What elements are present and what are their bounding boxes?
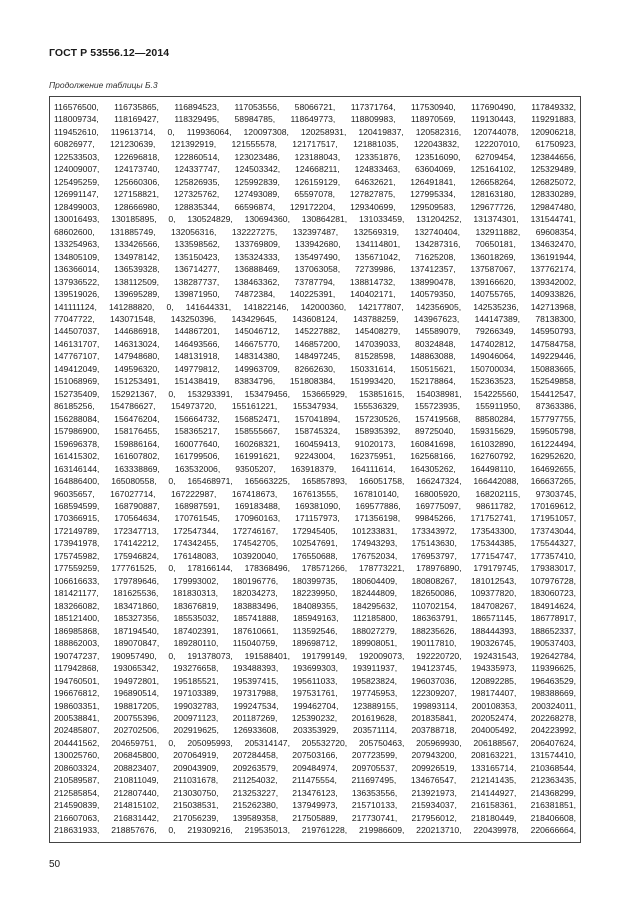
page-number: 50 bbox=[49, 859, 61, 870]
table-line: 196676812, 196890514, 197103389, 197317988, 197531761, 197745953, 122309207, 198174407, 198388669, bbox=[54, 688, 576, 699]
table-line: 208603324, 208823407, 209043909, 209263579, 209484974, 209705537, 209926519, 133165714, 210368544, bbox=[54, 762, 576, 773]
table-line: 60826977, 121230639, 121392919, 121555578, 121717517, 121881035, 122043832, 122207010, 61750923, bbox=[54, 139, 576, 150]
table-line: 156288084, 156476204, 156664732, 156852471, 157041894, 157230526, 157419568, 88580284, 157797755, bbox=[54, 413, 576, 424]
table-line: 118009734, 118169427, 118329495, 58984785, 118649773, 118809983, 118970569, 119130443, 119291883, bbox=[54, 114, 576, 125]
table-line: 117942868, 193065342, 193276658, 193488393, 193699303, 193911937, 194123745, 194335973, 119396625, bbox=[54, 663, 576, 674]
table-line: 218631933, 218857676, 0, 219309216, 219535013, 219761228, 219986609, 220213710, 220439978, 220666664, bbox=[54, 825, 576, 836]
table-line: 172149789, 172347713, 172547344, 172746167, 172945405, 101233831, 173343972, 173543300, 173743044, bbox=[54, 525, 576, 536]
table-line: 128499003, 128666980, 128835344, 66596874, 129172204, 129340699, 129509583, 129677726, 129847480, bbox=[54, 201, 576, 212]
table-line: 141111124, 141288820, 0, 141644331, 141822146, 142000360, 142177807, 142356905, 142535236, 142713968, bbox=[54, 301, 576, 312]
table-line: 168594599, 168790887, 168987591, 169183488, 169381090, 169577886, 169775097, 98611782, 170169612, bbox=[54, 501, 576, 511]
table-continuation-label: Продолжение таблицы Б.3 bbox=[49, 80, 158, 90]
table-line: 216607063, 216831442, 217056239, 139589358, 217505889, 217730741, 217956012, 218180449, 218406608, bbox=[54, 812, 576, 823]
table-line: 186985868, 187194540, 187402391, 187610661, 113592546, 188027279, 188235626, 188444393, 188652337, bbox=[54, 625, 576, 636]
table-line: 137936522, 138112509, 138287737, 138463362, 73787794, 138814732, 138990478, 139166620, 139342002, bbox=[54, 276, 576, 287]
table-line: 77047722, 143071548, 143250396, 143429645, 143608124, 143788259, 143967623, 144147389, 78138300, bbox=[54, 313, 576, 324]
table-line: 149412049, 149596320, 149779812, 149963709, 82662630, 150331614, 150515621, 150700034, 150883665, bbox=[54, 363, 576, 374]
table-line: 163146144, 163338869, 163532006, 93505207, 163918379, 164111614, 164305262, 164498110, 164692655, bbox=[54, 463, 576, 474]
table-line: 122533503, 122696818, 122860514, 123023486, 123188043, 123351876, 123516090, 62709454, 123844656, bbox=[54, 151, 576, 162]
table-line: 194760501, 194972801, 195185521, 195397415, 195611033, 195823824, 196037036, 120892285, 196463529, bbox=[54, 675, 576, 686]
table-line: 136366014, 136539328, 136714277, 136888469, 137063058, 72739986, 137412357, 137587067, 137762174, bbox=[54, 264, 576, 275]
table-line: 173941978, 174142212, 174342455, 174542705, 102547691, 174943293, 175143630, 175344385, 175544327, bbox=[54, 538, 576, 549]
table-line: 175745982, 175946824, 176148083, 103920040, 176550688, 176752034, 176953797, 177154747, 177357410, bbox=[54, 550, 576, 561]
table-line: 200538841, 200755396, 200971123, 201187269, 125390232, 201619628, 201835841, 202052474, 202268278, bbox=[54, 712, 576, 723]
table-line: 181421177, 181625536, 181830313, 182034273, 182239950, 182444809, 182650086, 109377820, 183060723, bbox=[54, 588, 576, 599]
table-line: 152735409, 152921367, 0, 153293391, 153479456, 153665929, 153851615, 154038981, 154225560, 154412547, bbox=[54, 388, 576, 399]
table-line: 106616633, 179789646, 179993002, 180196776, 180399735, 180604409, 180808267, 181012543, 107976728, bbox=[54, 575, 576, 586]
table-number-text bbox=[54, 101, 576, 837]
table-line: 125495259, 125660306, 125826935, 125992839, 126159129, 64632621, 126491841, 126658264, 126825072, bbox=[54, 176, 576, 187]
data-table-cell bbox=[49, 96, 581, 843]
table-line: 151068969, 151253491, 151438419, 83834796, 151808384, 151993420, 152178864, 152363523, 152549858, bbox=[54, 376, 576, 387]
table-line: 202485807, 202702506, 202919625, 126933608, 203353929, 203571114, 203788718, 204005492, 204223992, bbox=[54, 725, 576, 736]
table-line: 164886400, 165080558, 0, 165468971, 165663225, 165857893, 166051758, 166247324, 166442088, 166637265, bbox=[54, 476, 576, 487]
table-line: 159696378, 159886164, 160077640, 160268321, 160459413, 91020173, 160841698, 161032890, 161224494, bbox=[54, 438, 576, 449]
document-header: ГОСТ Р 53556.12—2014 bbox=[49, 47, 170, 59]
table-line: 146131707, 146313024, 146493566, 146675770, 146857200, 147039033, 80324848, 147402812, 147584758, bbox=[54, 338, 576, 349]
table-line: 204441562, 204659751, 0, 205095993, 205314147, 205532720, 205750463, 205969930, 206188567, 206407624, bbox=[54, 737, 576, 748]
table-line: 170366915, 170564634, 170761545, 170960163, 171157973, 171356198, 99845266, 171752741, 171951057, bbox=[54, 513, 576, 524]
table-line: 210589587, 210811049, 211031678, 211254032, 211475554, 211697495, 134676547, 212141435, 212363435, bbox=[54, 775, 576, 786]
table-line: 134805109, 134978142, 135150423, 135324333, 135497490, 135671042, 71625208, 136018269, 136191944, bbox=[54, 251, 576, 262]
table-line: 147767107, 147948680, 148131918, 148314380, 148497245, 81528598, 148863088, 149046064, 149229446, bbox=[54, 351, 576, 362]
table-line: 190747237, 190957490, 0, 191378073, 191588401, 191799149, 192009073, 192220720, 192431543, 192642784, bbox=[54, 650, 576, 661]
table-line: 86185256, 154786627, 154973720, 155161221, 155347934, 155536329, 155723935, 155911950, 87363386, bbox=[54, 401, 576, 412]
table-line: 161415302, 161607802, 161799506, 161991621, 92243004, 162375951, 162568166, 162760792, 162952620, bbox=[54, 451, 576, 462]
table-line: 183266082, 183471860, 183676819, 183883496, 184089355, 184295632, 110702154, 184708267, 184914624, bbox=[54, 600, 576, 611]
table-line: 126991147, 127158821, 127325762, 127493089, 65597078, 127827875, 127995334, 128163180, 128330289, bbox=[54, 189, 576, 200]
table-line: 157986900, 158176455, 158365217, 158555667, 158745324, 158935392, 89725040, 159315629, 159505798, bbox=[54, 426, 576, 437]
table-line: 130016493, 130185895, 0, 130524829, 130694360, 130864281, 131033459, 131204252, 131374301, 131544741, bbox=[54, 214, 576, 225]
table-line: 212585854, 212807440, 213030750, 213253227, 213476123, 136353556, 213921973, 214144927, 214368299, bbox=[54, 787, 576, 798]
table-line: 214590839, 214815102, 215038531, 215262380, 137949973, 215710133, 215934037, 216158361, 216381851, bbox=[54, 800, 576, 811]
table-line: 116576500, 116735865, 116894523, 117053556, 58066721, 117371764, 117530940, 117690490, 117849332, bbox=[54, 102, 576, 112]
table-line: 144507037, 144686918, 144867201, 145046712, 145227882, 145408279, 145589079, 79266349, 145950793, bbox=[54, 326, 576, 337]
table-line: 185121400, 185327356, 185535032, 185741888, 185949163, 112185800, 186363791, 186571145, 186778917, bbox=[54, 613, 576, 624]
table-line: 139519026, 139695289, 139871950, 74872384, 140225391, 140402171, 140579350, 140755765, 140933826, bbox=[54, 289, 576, 300]
table-line: 198603351, 198817205, 199032783, 199247534, 199462704, 123889155, 199893114, 200108353, 200324011, bbox=[54, 700, 576, 711]
table-line: 130025760, 206845800, 207064919, 207284458, 207503166, 207723599, 207943200, 208163221, 131574410, bbox=[54, 750, 576, 761]
table-line: 68602600, 131885749, 132056316, 132227275, 132397487, 132569319, 132740404, 132911882, 69608354, bbox=[54, 226, 576, 237]
table-line: 188862003, 189070847, 189280110, 115040759, 189698712, 189908051, 190117810, 190326745, 190537403, bbox=[54, 638, 576, 649]
table-line: 96035657, 167027714, 167222987, 167418673, 167613555, 167810140, 168005920, 168202115, 97303745, bbox=[54, 488, 576, 499]
table-line: 124009007, 124173740, 124337747, 124503342, 124668211, 124833463, 63604069, 125164102, 125329489, bbox=[54, 164, 576, 175]
table-line: 177559259, 177761525, 0, 178166144, 178368496, 178571266, 178773221, 178976890, 179179745, 179383017, bbox=[54, 563, 576, 574]
table-line: 119452610, 119613714, 0, 119936064, 120097308, 120258931, 120419837, 120582316, 120744078, 120906218, bbox=[54, 126, 576, 137]
table-line: 133254963, 133426566, 133598562, 133769809, 133942680, 134114801, 134287316, 70650181, 134632470, bbox=[54, 239, 576, 250]
